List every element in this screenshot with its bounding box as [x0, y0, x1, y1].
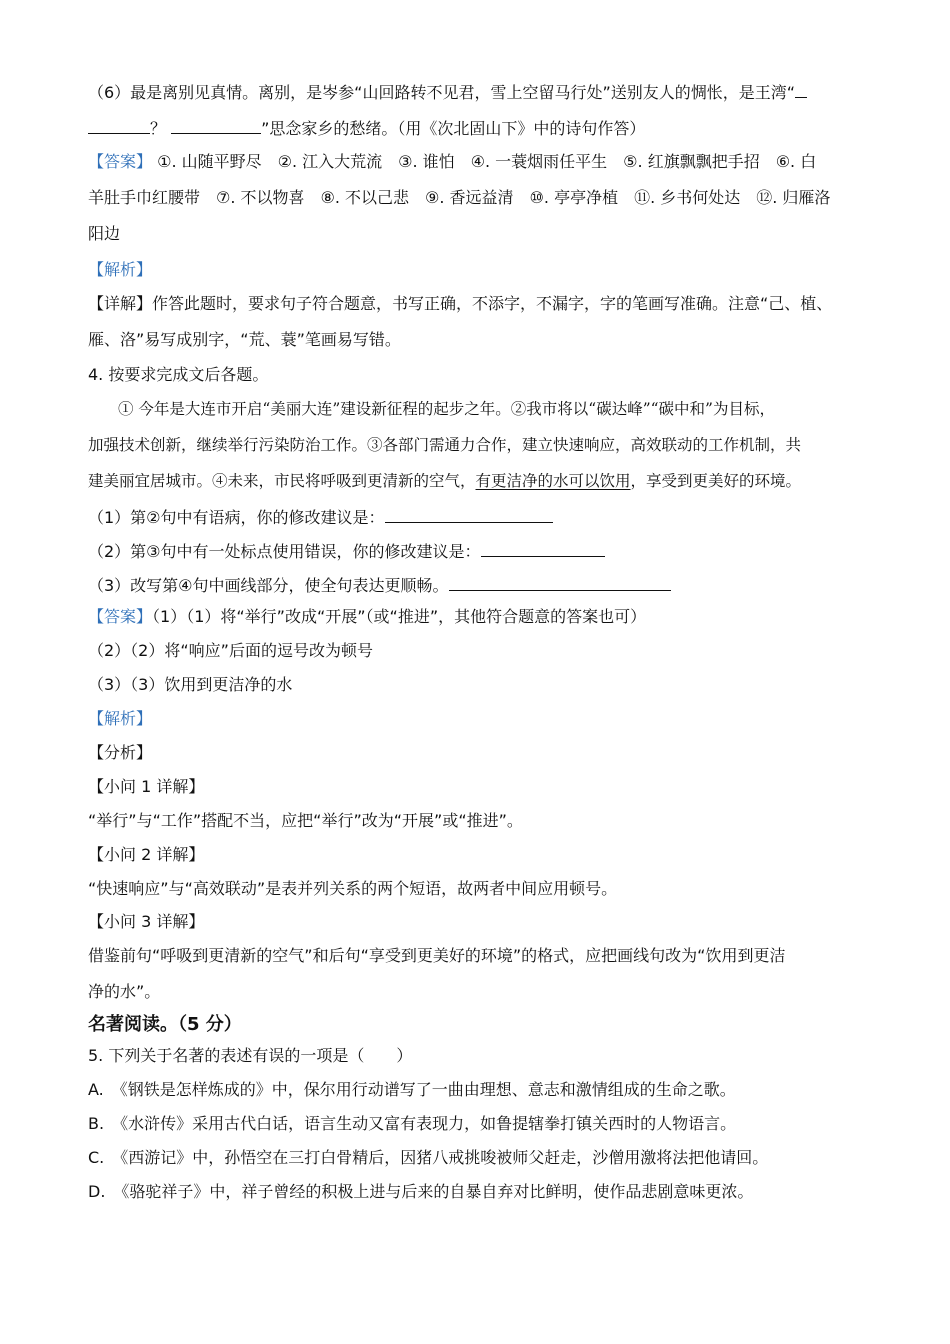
section-title: 名著阅读。（5 分）	[88, 1014, 242, 1035]
q3-answer-line-3: 阳边	[88, 224, 121, 243]
q4-passage-line-3: 建美丽宜居城市。④未来，市民将呼吸到更清新的空气，有更洁净的水可以饮用，享受到更美好的环境。	[88, 472, 802, 490]
jiexi-tag: 【解析】	[88, 709, 153, 728]
xw1-text: “举行”与“工作”搭配不当，应把“举行”改为“开展”或“推进”。	[88, 811, 523, 830]
answer-tag: 【答案】	[88, 152, 153, 171]
q3-answer-line-1: 【答案】 ①. 山随平野尽 ②. 江入大荒流 ③. 谁怕 ④. 一蓑烟雨任平生 ⑤. 红旗飘飘把手招 ⑥. 白	[88, 152, 817, 171]
q4-sub-2: （2）第③句中有一处标点使用错误，你的修改建议是：	[88, 539, 890, 564]
q4-answer-2: （2）（2）将“响应”后面的逗号改为顿号	[88, 641, 373, 660]
xw2-tag: 【小问 2 详解】	[88, 845, 205, 864]
underlined-phrase: 有更洁净的水可以饮用	[475, 472, 631, 490]
fill-blank[interactable]	[795, 80, 807, 98]
xw3-line-2: 净的水”。	[88, 982, 161, 1001]
xw3-tag: 【小问 3 详解】	[88, 912, 205, 931]
q4-passage-line-2: 加强技术创新，继续举行污染防治工作。③各部门需通力合作，建立快速响应，高效联动的工作机制，共	[88, 436, 802, 454]
fill-blank[interactable]	[88, 116, 150, 134]
answer-blank[interactable]	[385, 505, 553, 523]
xw1-tag: 【小问 1 详解】	[88, 777, 205, 796]
analysis-tag: 【分析】	[88, 743, 153, 762]
xw3-line-1: 借鉴前句“呼吸到更清新的空气”和后句“享受到更美好的环境”的格式，应把画线句改为“饮用到更洁	[88, 946, 786, 965]
q3-detail-line-1: 【详解】作答此题时，要求句子符合题意，书写正确，不添字，不漏字，字的笔画写准确。注意“己、植、	[88, 294, 833, 313]
option-c[interactable]: C. 《西游记》中，孙悟空在三打白骨精后，因猪八戒挑唆被师父赶走，沙僧用激将法把他请回。	[88, 1148, 769, 1167]
q4-title: 4. 按要求完成文后各题。	[88, 365, 269, 384]
fill-blank[interactable]	[171, 116, 261, 134]
q5-title: 5. 下列关于名著的表述有误的一项是（ ）	[88, 1046, 413, 1065]
q4-answer-3: （3）（3）饮用到更洁净的水	[88, 675, 293, 694]
option-b[interactable]: B. 《水浒传》采用古代白话，语言生动又富有表现力，如鲁提辖拳打镇关西时的人物语言。	[88, 1114, 737, 1133]
q3-answer-line-2: 羊肚手巾红腰带 ⑦. 不以物喜 ⑧. 不以己悲 ⑨. 香远益清 ⑩. 亭亭净植 ⑪. 乡书何处达 ⑫. 归雁洛	[88, 188, 831, 207]
answer-blank[interactable]	[481, 539, 605, 557]
q3-detail-line-2: 雁、洛”易写成别字，“荒、蓑”笔画易写错。	[88, 330, 401, 349]
q4-passage-line-1: ① 今年是大连市开启“美丽大连”建设新征程的起步之年。②我市将以“碳达峰”“碳中和”为目标，	[118, 400, 775, 418]
answer-tag: 【答案】	[88, 607, 153, 626]
q3-line-1: （6）最是离别见真情。离别，是岑参“山回路转不见君，雪上空留马行处”送别友人的惆怅，是王湾“	[88, 80, 890, 105]
option-d[interactable]: D. 《骆驼祥子》中，祥子曾经的积极上进与后来的自暴自弃对比鲜明，使作品悲剧意味更浓。	[88, 1182, 754, 1201]
q3-line-2: ？ ”思念家乡的愁绪。（用《次北固山下》中的诗句作答）	[88, 116, 890, 141]
q4-answer-1: 【答案】（1）（1）将“举行”改成“开展”（或“推进”，其他符合题意的答案也可）	[88, 607, 647, 626]
q4-sub-1: （1）第②句中有语病，你的修改建议是：	[88, 505, 890, 530]
jiexi-tag: 【解析】	[88, 260, 153, 279]
q4-sub-3: （3）改写第④句中画线部分，使全句表达更顺畅。	[88, 573, 890, 598]
xw2-text: “快速响应”与“高效联动”是表并列关系的两个短语，故两者中间应用顿号。	[88, 879, 618, 898]
option-a[interactable]: A. 《钢铁是怎样炼成的》中，保尔用行动谱写了一曲由理想、意志和激情组成的生命之歌。	[88, 1080, 736, 1099]
answer-blank[interactable]	[449, 573, 671, 591]
